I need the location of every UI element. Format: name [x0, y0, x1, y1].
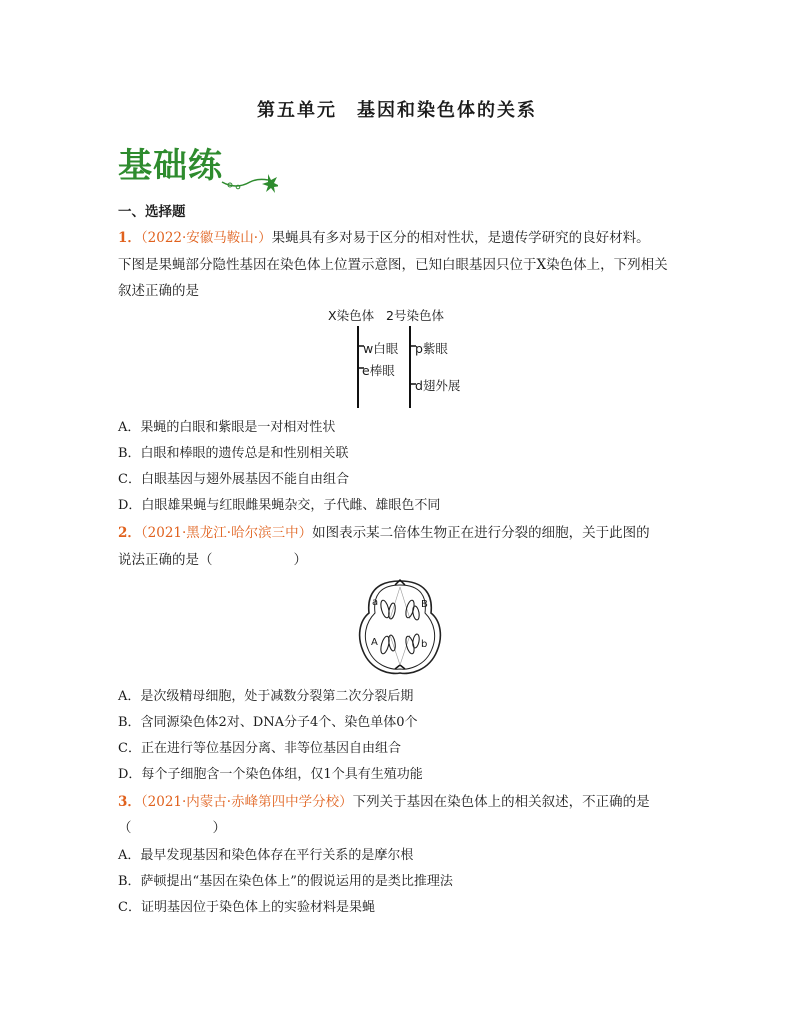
question-number: 1．	[118, 230, 141, 246]
gene-label: e棒眼	[362, 363, 395, 378]
allele-label: B	[421, 599, 428, 610]
chromosome-lines	[328, 306, 488, 410]
chromosome-diagram	[328, 306, 488, 410]
section-banner	[118, 138, 278, 194]
cell-drawing	[355, 575, 445, 679]
question-1-stem-line-3: 叙述正确的是	[118, 283, 199, 299]
vine-decoration-icon	[118, 138, 278, 194]
option-a: A．是次级精母细胞，处于减数分裂第二次分裂后期	[118, 689, 414, 704]
question-3-stem-line-2: （ ）	[118, 820, 226, 836]
question-2-stem-line-2: 说法正确的是（ ）	[118, 552, 307, 568]
option-d: D．白眼雄果蝇与红眼雌果蝇杂交，子代雌、雄眼色不同	[118, 498, 441, 513]
cell-division-diagram	[355, 575, 445, 679]
stem-text: 如图表示某二倍体生物正在进行分裂的细胞，关于此图的	[312, 525, 650, 541]
option-b: B．萨顿提出“基因在染色体上”的假说运用的是类比推理法	[118, 874, 453, 889]
question-number: 3．	[118, 794, 141, 810]
x-chromosome-label: X染色体	[328, 308, 375, 323]
question-2-stem-line-1	[118, 523, 650, 543]
question-1-stem-line-2: 下图是果蝇部分隐性基因在染色体上位置示意图，已知白眼基因只位于X染色体上，下列相关	[118, 257, 668, 273]
option-b: B．含同源染色体2对、DNA分子4个、染色单体0个	[118, 715, 418, 730]
chromosome-2-label: 2号染色体	[386, 308, 444, 323]
option-c: C．正在进行等位基因分离、非等位基因自由组合	[118, 741, 401, 756]
option-a: A．果蝇的白眼和紫眼是一对相对性状	[118, 420, 336, 435]
option-c: C．白眼基因与翅外展基因不能自由组合	[118, 472, 349, 487]
question-source: （2022·安徽马鞍山·）	[140, 230, 272, 246]
gene-label: p紫眼	[415, 341, 448, 356]
section-heading: 一、选择题	[118, 204, 186, 220]
allele-label: a	[372, 597, 379, 608]
option-a: A．最早发现基因和染色体存在平行关系的是摩尔根	[118, 848, 414, 863]
question-source: （2021·内蒙古·赤峰第四中学分校）	[140, 794, 353, 810]
gene-label: w白眼	[363, 341, 399, 356]
question-1-stem-line-1	[118, 228, 650, 248]
allele-label: b	[421, 639, 428, 650]
option-b: B．白眼和棒眼的遗传总是和性别相关联	[118, 446, 349, 461]
gene-label: d翅外展	[415, 378, 461, 393]
question-source: （2021·黑龙江·哈尔滨三中）	[140, 525, 313, 541]
question-3-stem-line-1	[118, 792, 650, 812]
question-number: 2．	[118, 525, 141, 541]
option-c: C．证明基因位于染色体上的实验材料是果蝇	[118, 900, 375, 915]
stem-text: 果蝇具有多对易于区分的相对性状，是遗传学研究的良好材料。	[271, 230, 650, 246]
allele-label: A	[371, 637, 378, 648]
banner-text: 基础练	[118, 146, 223, 186]
stem-text: 下列关于基因在染色体上的相关叙述，不正确的是	[352, 794, 650, 810]
page-title: 第五单元 基因和染色体的关系	[257, 100, 537, 121]
option-d: D．每个子细胞含一个染色体组，仅1个具有生殖功能	[118, 767, 423, 782]
